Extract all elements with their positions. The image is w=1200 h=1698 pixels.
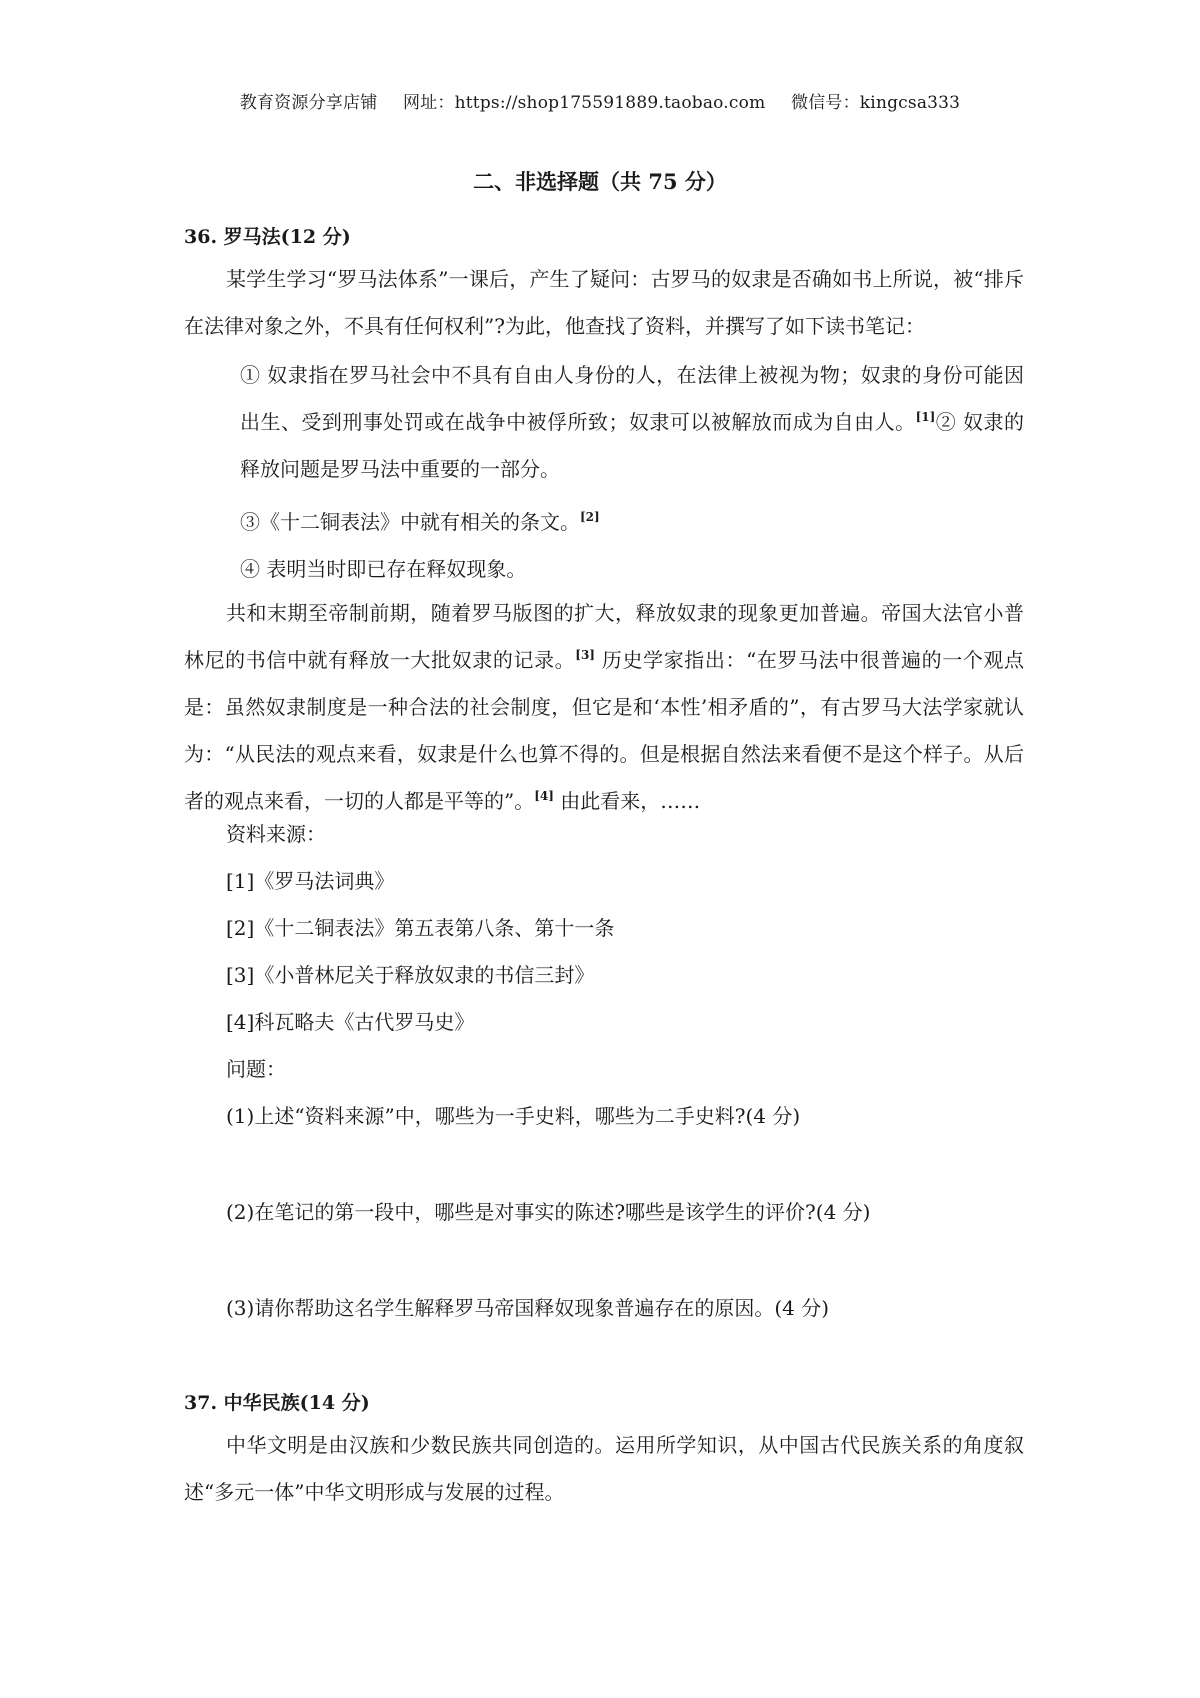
- page-header: [0, 88, 1200, 113]
- paragraph-2-text-a: 共和末期至帝制前期，随着罗马版图的扩大，释放奴隶的现象更加普遍。帝国大法官小普林尼的书信中就有释放一大批奴隶的记录。: [184, 601, 1024, 672]
- note-4: ④ 表明当时即已存在释奴现象。: [240, 557, 527, 581]
- question-item: (3)请你帮助这名学生解释罗马帝国释奴现象普遍存在的原因。(4 分): [226, 1296, 830, 1320]
- question-37-title: 37. 中华民族(14 分): [184, 1392, 370, 1414]
- note-1-text-b: ② 奴隶的释放问题是罗马法中重要的一部分。: [240, 410, 1025, 481]
- note-3-text: ③《十二铜表法》中就有相关的条文。: [240, 510, 580, 534]
- reference-marker-2: [2]: [580, 510, 600, 524]
- source-item: [1]《罗马法词典》: [226, 869, 395, 893]
- note-1-text-a: ① 奴隶指在罗马社会中不具有自由人身份的人，在法律上被视为物；奴隶的身份可能因出生、受到刑事处罚或在战争中被俘所致；奴隶可以被解放而成为自由人。: [240, 363, 1024, 434]
- reference-marker-3: [3]: [575, 648, 595, 662]
- paragraph-2-text-c: 由此看来，……: [553, 789, 701, 813]
- question-36-paragraph-2: [184, 590, 1024, 825]
- header-shop: 教育资源分享店铺: [239, 93, 378, 113]
- source-item: [3]《小普林尼关于释放奴隶的书信三封》: [226, 963, 595, 987]
- questions-label: 问题：: [226, 1057, 286, 1081]
- reference-marker-1: [1]: [915, 410, 936, 424]
- reference-marker-4: [4]: [534, 789, 554, 803]
- question-37-text: 中华文明是由汉族和少数民族共同创造的。运用所学知识，从中国古代民族关系的角度叙述“多元一体”中华文明形成与发展的过程。: [184, 1433, 1024, 1504]
- paragraph-2-text-b: 历史学家指出：“在罗马法中很普遍的一个观点是：虽然奴隶制度是一种合法的社会制度，但它是和‘本性’相矛盾的”，有古罗马大法学家就认为：“从民法的观点来看，奴隶是什么也算不得的。但是根据自然法来看便不是这个样子。从后者的观点来看，一切的人都是平等的”。: [184, 648, 1025, 813]
- section-title: 二、非选择题（共 75 分）: [473, 169, 727, 194]
- note-3: [240, 506, 600, 535]
- question-item: (1)上述“资料来源”中，哪些为一手史料，哪些为二手史料?(4 分): [226, 1104, 801, 1128]
- header-url: 网址：https://shop175591889.taobao.com: [403, 93, 766, 113]
- question-item: (2)在笔记的第一段中，哪些是对事实的陈述?哪些是该学生的评价?(4 分): [226, 1200, 871, 1224]
- header-wechat: 微信号：kingcsa333: [791, 93, 961, 113]
- question-36-intro: 某学生学习“罗马法体系”一课后，产生了疑问：古罗马的奴隶是否确如书上所说，被“排斥在法律对象之外，不具有任何权利”?为此，他查找了资料，并撰写了如下读书笔记：: [184, 267, 1024, 338]
- question-36-title: 36. 罗马法(12 分): [184, 226, 351, 248]
- source-item: [2]《十二铜表法》第五表第八条、第十一条: [226, 916, 615, 940]
- sources-label: 资料来源：: [226, 822, 326, 846]
- note-1: [240, 352, 1024, 493]
- source-item: [4]科瓦略夫《古代罗马史》: [226, 1010, 475, 1034]
